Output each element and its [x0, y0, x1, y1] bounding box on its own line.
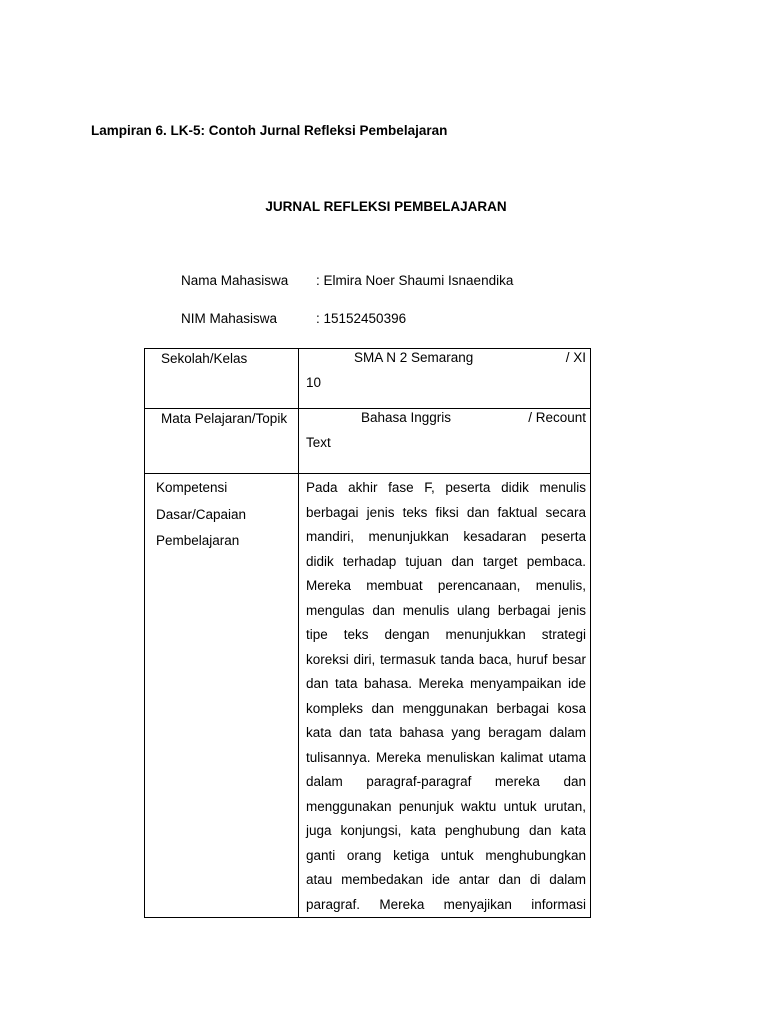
student-id-value: : 15152450396: [316, 311, 407, 326]
topic-continuation: Text: [306, 434, 331, 450]
paragraph-line: menggunakan penunjuk waktu untuk urutan,: [306, 798, 586, 814]
paragraph-line: dan tata bahasa. Mereka menyampaikan ide: [306, 676, 586, 691]
topic-name: / Recount: [528, 410, 586, 425]
paragraph-line: didik terhadap tujuan dan target pembaca.: [306, 553, 586, 569]
paragraph-line: Pada akhir fase F, peserta didik menulis: [306, 480, 586, 495]
paragraph-line: tipe teks dengan menunjukkan strategi: [306, 627, 586, 642]
subject-name: Bahasa Inggris: [361, 410, 452, 425]
competency-label-line: Kompetensi: [156, 480, 228, 495]
subject-topic-value: [299, 409, 591, 474]
paragraph-line: Mereka membuat perencanaan, menulis,: [306, 578, 586, 593]
paragraph-line: tulisannya. Mereka menuliskan kalimat utama: [306, 749, 586, 765]
paragraph-line: berbagai jenis teks fiksi dan faktual secara: [306, 504, 586, 520]
student-id-label: NIM Mahasiswa: [181, 311, 278, 326]
appendix-heading: Lampiran 6. LK-5: Contoh Jurnal Refleksi Pembelajaran: [91, 123, 448, 138]
subject-topic-label: Mata Pelajaran/Topik: [145, 409, 299, 474]
competency-label-line: Pembelajaran: [156, 533, 240, 548]
paragraph-line: mengulas dan menulis ulang berbagai jenis: [306, 602, 586, 618]
paragraph-line: atau membedakan ide antar dan di dalam: [306, 872, 586, 887]
table-row: [145, 409, 591, 474]
school-name: SMA N 2 Semarang: [354, 350, 474, 365]
student-name-label: Nama Mahasiswa: [181, 273, 289, 288]
paragraph-line: mandiri, menunjukkan kesadaran peserta: [306, 529, 586, 544]
competency-label: [145, 474, 299, 918]
competency-label-line: Dasar/Capaian: [156, 506, 247, 522]
student-name-row: [181, 273, 513, 288]
paragraph-line: dalam paragraf-paragraf mereka dan: [306, 774, 586, 789]
school-class-label: Sekolah/Kelas: [145, 349, 299, 409]
table-row: [145, 349, 591, 409]
paragraph-line: ganti orang ketiga untuk menghubungkan: [306, 847, 586, 863]
paragraph-line: kata dan tata bahasa yang beragam dalam: [306, 725, 586, 740]
table-row: [145, 474, 591, 918]
document-title: JURNAL REFLEKSI PEMBELAJARAN: [265, 199, 507, 214]
student-id-row: [181, 311, 406, 326]
paragraph-line: juga konjungsi, kata penghubung dan kata: [306, 823, 586, 838]
competency-paragraph: [306, 476, 586, 917]
paragraph-line: kompleks dan menggunakan berbagai kosa: [306, 700, 586, 716]
competency-text: [299, 474, 591, 918]
class-name: / XI: [565, 350, 586, 365]
paragraph-line: koreksi diri, termasuk tanda baca, huruf besar: [306, 651, 586, 667]
paragraph-line: paragraf. Mereka menyajikan informasi: [306, 896, 586, 912]
class-continuation: 10: [306, 374, 322, 390]
reflection-table: [144, 348, 591, 918]
school-class-value: [299, 349, 591, 409]
student-name-value: : Elmira Noer Shaumi Isnaendika: [316, 273, 514, 288]
